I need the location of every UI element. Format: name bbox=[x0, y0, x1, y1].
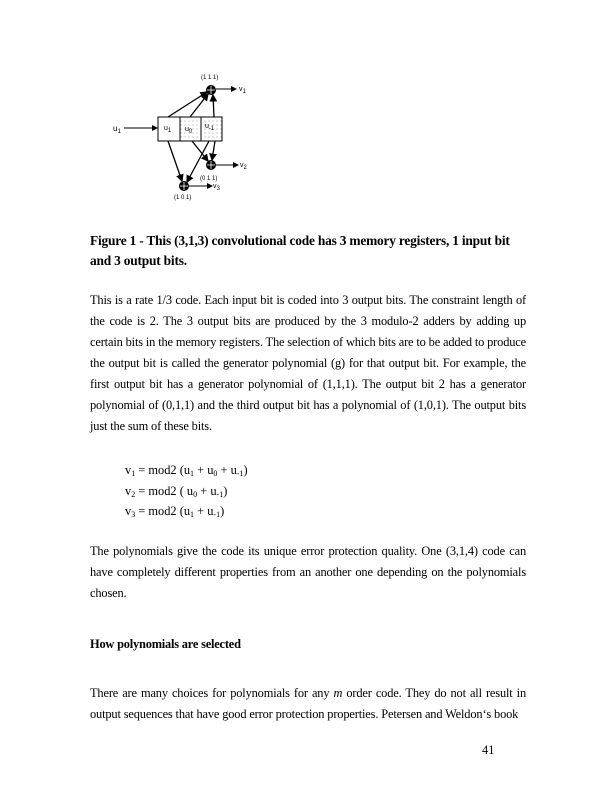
section-heading: How polynomials are selected bbox=[90, 637, 241, 651]
paragraph-polynomial-choices bbox=[90, 683, 526, 725]
adder1-polynomial: (1 1 1) bbox=[201, 75, 219, 81]
p3-text-emphasis: m bbox=[333, 686, 343, 700]
adder1-connections bbox=[168, 92, 214, 117]
equation-text: = mod2 ( u bbox=[135, 483, 194, 498]
output-v3-label: v3 bbox=[213, 183, 220, 192]
register-u1-label: u1 bbox=[164, 125, 172, 134]
p3-text-pre: There are many choices for polynomials for any bbox=[90, 686, 334, 700]
equation-subscript: 3 bbox=[131, 510, 136, 519]
equation-text: ) bbox=[223, 483, 228, 498]
equation-v1 bbox=[125, 460, 248, 481]
adder2-polynomial: (0 1 1) bbox=[200, 176, 218, 182]
adder3-polynomial: (1 0 1) bbox=[174, 195, 192, 201]
equation-subscript: 0 bbox=[213, 469, 218, 478]
paragraph-rate-description: This is a rate 1/3 code. Each input bit is coded into 3 output bits. The constraint length of the code is 2. The 3 output bits are produced by the 3 modulo-2 adders by adding up certain bits in the memory registers. The selection of which bits are to be added to produce the output bit is called the generator polynomial (g) for that output bit. For example, the first output bit has a generator polynomial of (1,1,1). The output bit 2 has a generator polynomial of (0,1,1) and the third output bit has a polynomial of (1,0,1). The output bits just the sum of these bits. bbox=[90, 293, 526, 433]
equation-lhs: v bbox=[125, 504, 132, 518]
adder2-icon bbox=[206, 160, 216, 170]
equation-text: + u bbox=[197, 483, 217, 498]
output-v2-label: v2 bbox=[240, 162, 247, 171]
equation-subscript: -1 bbox=[213, 510, 221, 519]
equations bbox=[125, 460, 248, 522]
equation-lhs: v bbox=[125, 483, 132, 498]
equation-text: ) bbox=[220, 504, 225, 518]
equation-text: = mod2 (u bbox=[135, 504, 191, 518]
paragraph-polynomial-quality: The polynomials give the code its unique error protection quality. One (3,1,4) code can have completely different properties from an another one depending on the polynomials chosen. bbox=[90, 544, 526, 600]
adder1-icon bbox=[206, 85, 216, 95]
page-number: 41 bbox=[482, 743, 495, 757]
figure-caption: Figure 1 - This (3,1,3) convolutional code has 3 memory registers, 1 input bit and 3 output bits. bbox=[90, 233, 510, 268]
adder3-icon bbox=[179, 181, 189, 191]
register-u-1-label: u-1 bbox=[205, 123, 215, 132]
equation-text: ) bbox=[243, 463, 248, 477]
equation-text: + u bbox=[217, 463, 237, 477]
equation-text: + u bbox=[194, 504, 214, 518]
equation-subscript: 1 bbox=[131, 469, 136, 478]
p3-text-post: order code. They do not all result in output sequences that have good error protection properties. Petersen and Weldon‘s book bbox=[90, 686, 526, 721]
equation-v2 bbox=[125, 481, 248, 502]
equation-subscript: 0 bbox=[193, 489, 198, 499]
equation-subscript: -1 bbox=[236, 469, 244, 478]
register-u0-label: u0 bbox=[185, 126, 193, 135]
equation-text: + u bbox=[194, 463, 214, 477]
equation-v3 bbox=[125, 501, 248, 522]
output-v1-label: v1 bbox=[239, 86, 246, 95]
equation-subscript: 1 bbox=[190, 469, 195, 478]
equation-subscript: 1 bbox=[190, 510, 195, 519]
equation-subscript: -1 bbox=[216, 489, 224, 499]
equation-subscript: 2 bbox=[131, 489, 136, 499]
input-label: $u_1$ bbox=[113, 124, 121, 135]
convolutional-encoder-diagram bbox=[100, 60, 280, 210]
equation-lhs: v bbox=[125, 463, 132, 477]
equation-text: = mod2 (u bbox=[135, 463, 191, 477]
